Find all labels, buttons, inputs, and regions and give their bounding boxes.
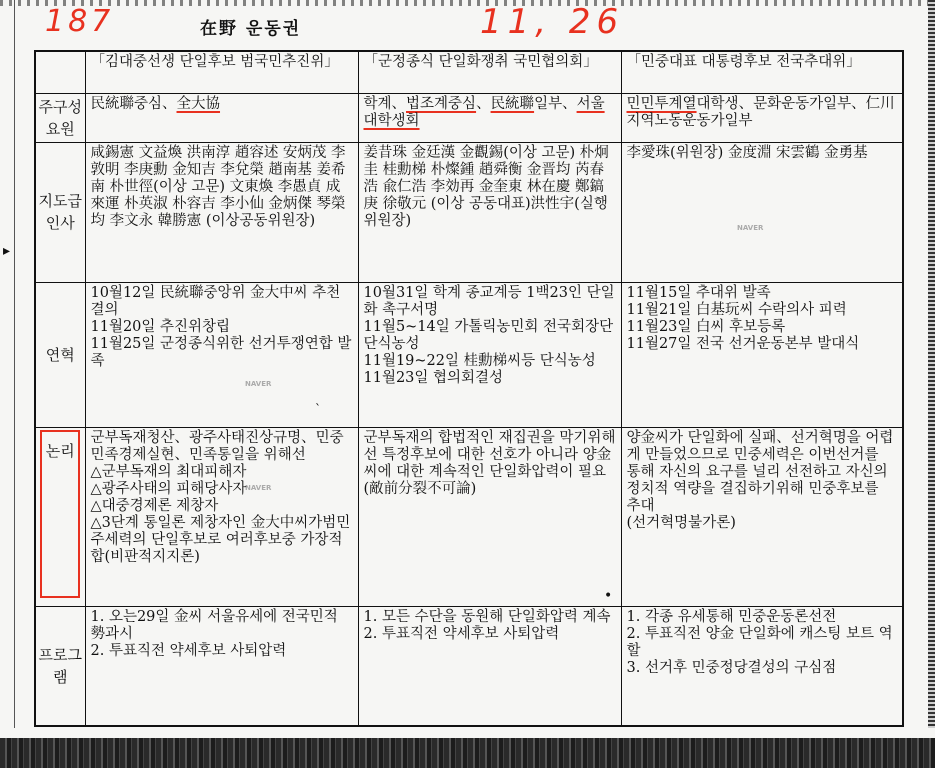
- watermark: NAVER: [245, 484, 272, 492]
- watermark: NAVER: [737, 224, 764, 232]
- row-label: 논리: [45, 441, 75, 460]
- underlined-text: 법조계중심: [406, 95, 477, 112]
- row-label: 주구성요원: [35, 93, 85, 142]
- cell-text: 民統聯중심、: [90, 95, 177, 112]
- underlined-text: 서울대학생회: [363, 95, 605, 129]
- torn-top-edge: [0, 0, 930, 6]
- table-row: [35, 142, 903, 282]
- scan-artifact-dot: •: [604, 588, 613, 604]
- table-row: [35, 93, 903, 142]
- table-cell: 11월15일 추대위 발족 11월21일 白基玩씨 수락의사 피력 11월23일 白씨 후보등록 11월27일 전국 선거운동본부 발대식: [621, 282, 903, 427]
- table-cell: 1. 각종 유세통해 민중운동론선전 2. 투표직전 양金 단일화에 캐스팅 보트 역할 3. 선거후 민중정당결성의 구심점: [621, 606, 903, 726]
- table-cell: 1. 모든 수단을 동원해 단일화압력 계속 2. 투표직전 약세후보 사퇴압력: [358, 606, 621, 726]
- table-row: [35, 282, 903, 427]
- table-row: [35, 606, 903, 726]
- underlined-text: 民統聯: [490, 95, 535, 112]
- watermark: NAVER: [245, 380, 272, 388]
- table-cell: [358, 93, 621, 142]
- comparison-table: [34, 50, 904, 727]
- scan-artifact-mark: ▸: [3, 243, 11, 259]
- cell-text: 、: [476, 95, 491, 112]
- table-cell: 咸錫憲 文益煥 洪南淳 趙容述 安炳茂 李敦明 李庚勳 金知吉 李兌榮 趙南基 姜希南 朴世徑(이상 고문) 文東煥 李愚貞 成來運 朴英淑 朴容吉 李小仙 金炳傑 琴榮均 李文永 韓勝憲 (이상공동위원장): [85, 142, 358, 282]
- scan-noise-band: [0, 738, 935, 768]
- table-cell: 10월31일 학계 종교계등 1백23인 단일화 촉구서명 11월5~14일 가톨릭농민회 전국회장단 단식농성 11월19~22일 桂勳梯씨등 단식농성 11월23일 협의회결성: [358, 282, 621, 427]
- row-label: 연혁: [35, 282, 85, 427]
- table-cell: [621, 93, 903, 142]
- table-cell: 군부독재의 합법적인 재집권을 막기위해선 특정후보에 대한 선호가 아니라 양金씨에 대한 계속적인 단일화압력이 필요 (敵前分裂不可論): [358, 427, 621, 606]
- corner-cell: [35, 51, 85, 93]
- cell-text: 일부、: [534, 95, 577, 112]
- table-cell: [85, 93, 358, 142]
- left-margin-rule: [14, 0, 15, 738]
- table-row: [35, 427, 903, 606]
- scan-artifact-tick: ˋ: [315, 402, 321, 416]
- red-marker-box: [40, 430, 80, 598]
- table-cell: 양金씨가 단일화에 실패、선거혁명을 어렵게 만들었으므로 민중세력은 이번선거를 통해 자신의 요구를 널리 선전하고 자신의 정치적 역량을 결집하기위해 민중후보를 추대 (선거혁명불가론): [621, 427, 903, 606]
- column-header: 「민중대표 대통령후보 전국추대위」: [621, 51, 903, 93]
- underlined-text: 민민투계열: [626, 95, 697, 112]
- article-headline: 在野 운동권: [200, 19, 302, 39]
- cell-text: 대학생、문화운동가일부、仁川지역노동운동가일부: [626, 95, 895, 129]
- table-cell: 1. 오는29일 金씨 서울유세에 전국민적 勢과시 2. 투표직전 약세후보 사퇴압력: [85, 606, 358, 726]
- handwritten-page-number: 187: [45, 4, 115, 39]
- handwritten-date: 11, 26: [480, 2, 625, 42]
- row-label: 프로그램: [35, 606, 85, 726]
- bottom-blank: [0, 728, 935, 738]
- table-cell: 姜昔珠 金廷漢 金觀錫(이상 고문) 朴炯圭 桂勳梯 朴燦鍾 趙舜衡 金晋均 芮春浩 兪仁浩 李効再 金奎東 林在慶 鄭鎬庚 徐敬元 (이상 공동대표)洪性宇(실행위원장): [358, 142, 621, 282]
- table-cell: 李愛珠(위원장) 金度淵 宋雲鶴 金勇基: [621, 142, 903, 282]
- cell-text: 학계、: [363, 95, 407, 112]
- row-label-boxed: [35, 427, 85, 606]
- column-header: 「군정종식 단일화쟁취 국민협의회」: [358, 51, 621, 93]
- table-cell: 10월12일 民統聯중앙위 金大中씨 추천결의 11월20일 추진위창립 11월25일 군정종식위한 선거투쟁연합 발족: [85, 282, 358, 427]
- right-binding-strip: [928, 0, 935, 730]
- table-cell: 군부독재청산、광주사태진상규명、민중민족경제실현、민족통일을 위해선 △군부독재의 최대피해자 △광주사태의 피해당사자 △대중경제론 제창자 △3단계 통일론 제창자인 金大中씨가범민주세력의 단일후보로 여러후보중 가장적합(비판적지지론): [85, 427, 358, 606]
- column-header: 「김대중선생 단일후보 범국민추진위」: [85, 51, 358, 93]
- row-label: 지도급인사: [35, 142, 85, 282]
- underlined-text: 全大協: [176, 95, 221, 112]
- table-header-row: [35, 51, 903, 93]
